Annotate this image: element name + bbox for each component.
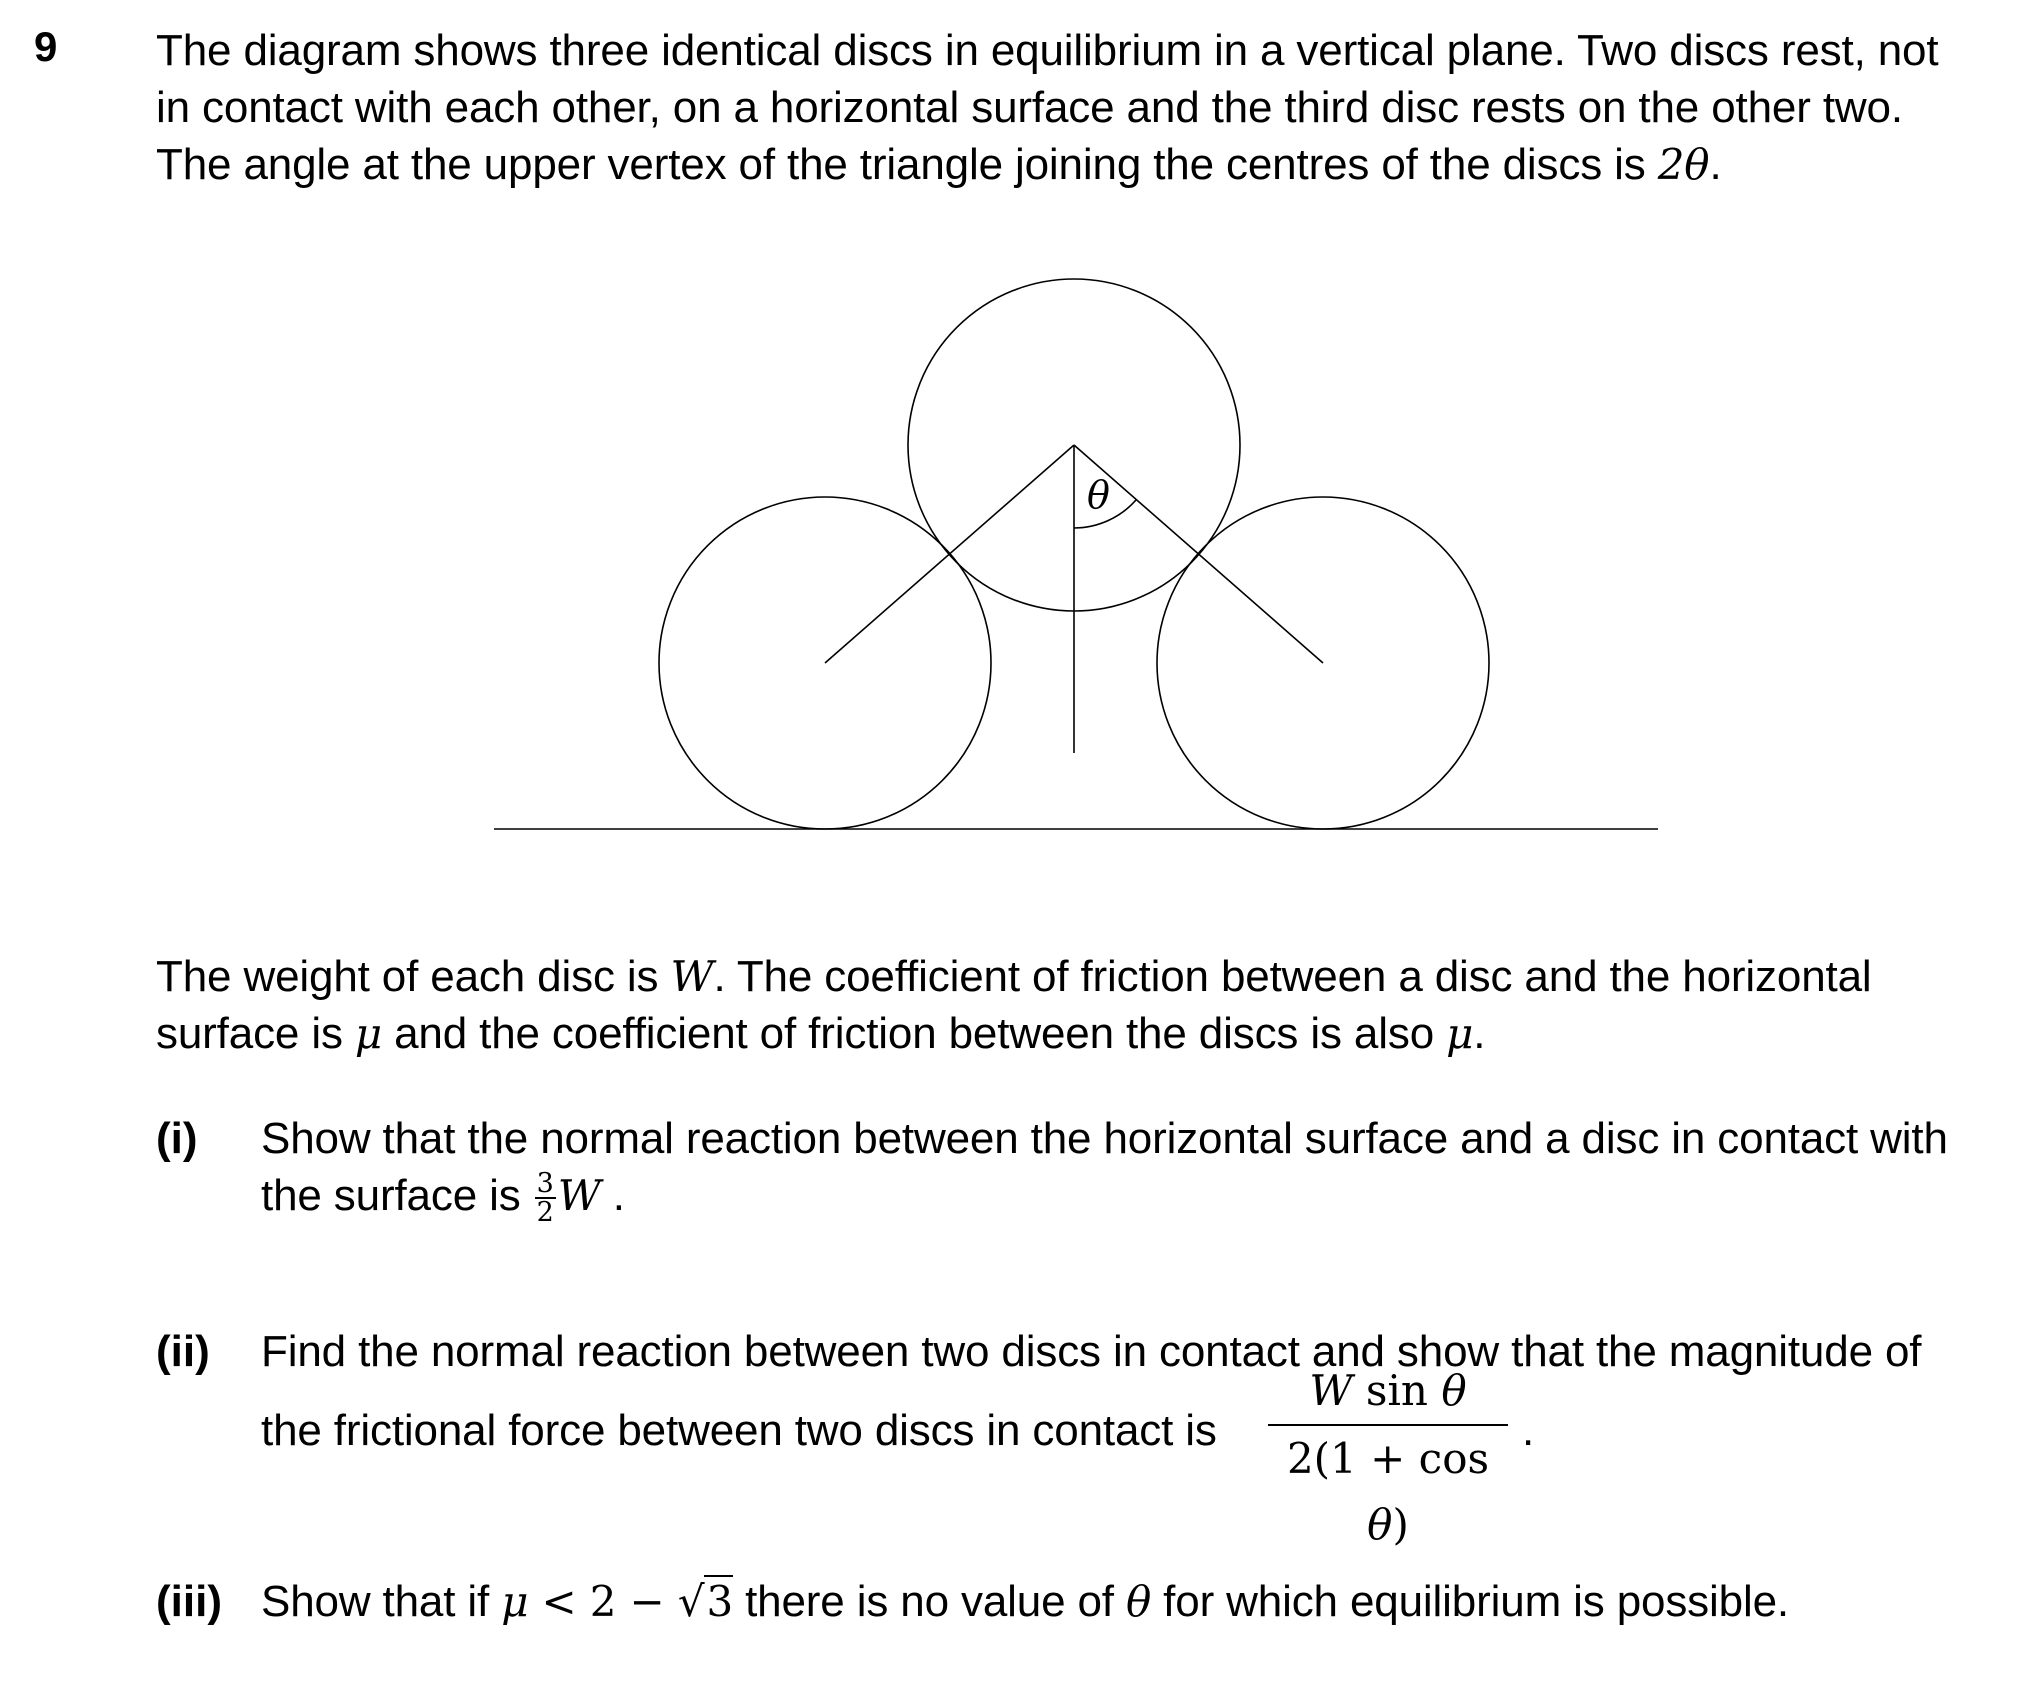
- fraction-numerator: W sin θ: [1309, 1366, 1467, 1415]
- part-ii-full-stop: .: [1522, 1406, 1535, 1455]
- intro-line-1: The diagram shows three identical discs in equilibrium in a vertical plane. Two discs rest, not: [156, 26, 1939, 75]
- info-paragraph: [156, 948, 2008, 1062]
- part-i-line-1: Show that the normal reaction between the horizontal surface and a disc in contact with: [261, 1114, 1948, 1163]
- intro-line-2: in contact with each other, on a horizontal surface and the third disc rests on the other two.: [156, 83, 1903, 132]
- part-ii-line-2: the frictional force between two discs in contact is: [261, 1406, 1217, 1455]
- part-i-label: (i): [156, 1114, 198, 1163]
- part-ii-label: (ii): [156, 1327, 210, 1376]
- sqrt-three: √3: [677, 1577, 734, 1626]
- left-centre-line: [825, 445, 1074, 663]
- intro-line-3: The angle at the upper vertex of the triangle joining the centres of the discs is 2θ.: [156, 140, 1722, 189]
- part-iii-label: (iii): [156, 1577, 222, 1626]
- angle-theta-label: θ: [1087, 473, 1110, 517]
- part-i-line-2: the surface is $\frac{3}{2}$ W .: [261, 1168, 625, 1229]
- fraction-denominator: 2(1 + cos θ): [1286, 1434, 1490, 1549]
- question-number: 9: [34, 23, 58, 70]
- info-line-2: surface is μ and the coefficient of friction between the discs is also μ.: [156, 1009, 1486, 1058]
- right-centre-line: [1074, 445, 1323, 663]
- part-ii-line-1: Find the normal reaction between two discs in contact and show that the magnitude of: [261, 1327, 1922, 1376]
- mu-symbol-2: μ: [1446, 1009, 1474, 1058]
- part-iii-text: Show that if μ < 2 − √3 there is no value of θ for which equilibrium is possible.: [261, 1573, 2009, 1630]
- friction-fraction: [1268, 1358, 1508, 1549]
- mu-symbol: μ: [354, 1009, 383, 1058]
- info-line-1: The weight of each disc is W. The coefficient of friction between a disc and the horizontal: [156, 952, 1872, 1001]
- three-halves-fraction: $\frac{3}{2}$: [536, 1168, 554, 1229]
- weight-symbol: W: [670, 952, 714, 1001]
- angle-2theta: 2θ: [1657, 140, 1710, 189]
- part-i-text: [261, 1110, 2009, 1229]
